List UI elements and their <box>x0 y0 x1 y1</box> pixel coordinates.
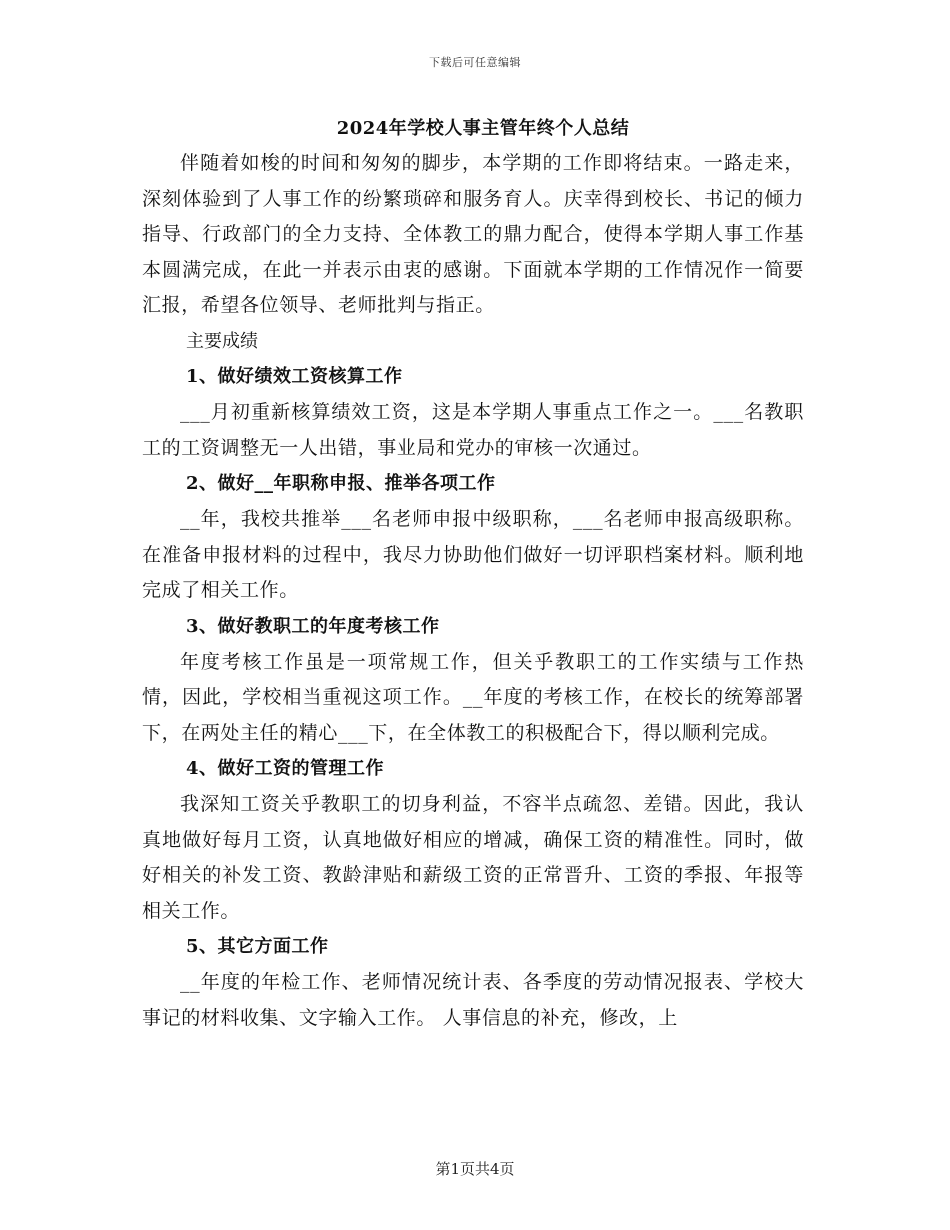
page-footer: 第1页共4页 <box>435 1160 515 1178</box>
section-heading-1: 1、做好绩效工资核算工作 <box>186 366 403 387</box>
page-header: 下载后可任意编辑 <box>429 56 521 69</box>
main-achievements-label: 主要成绩 <box>186 330 258 352</box>
section-heading-5: 5、其它方面工作 <box>186 936 329 957</box>
section-body-3: 年度考核工作虽是一项常规工作，但关乎教职工的工作实绩与工作热情，因此，学校相当重视这项工作。__年度的考核工作，在校长的统筹部署下，在两处主任的精心___下，在全体教工的积极配合下，得以顺利完成。 <box>142 650 804 744</box>
section-body-1: ___月初重新核算绩效工资，这是本学期人事重点工作之一。___名教职工的工资调整无一人出错，事业局和党办的审核一次通过。 <box>142 401 804 459</box>
section-heading-3: 3、做好教职工的年度考核工作 <box>186 615 440 637</box>
document-title: 2024年学校人事主管年终个人总结 <box>336 118 630 139</box>
document-body <box>142 112 804 1036</box>
section-body-4: 我深知工资关乎教职工的切身利益，不容半点疏忽、差错。因此，我认真地做好每月工资，认真地做好相应的增减，确保工资的精准性。同时，做好相关的补发工资、教龄津贴和薪级工资的正常晋升、工资的季报、年报等相关工作。 <box>142 793 804 922</box>
intro-paragraph: 伴随着如梭的时间和匆匆的脚步，本学期的工作即将结束。一路走来，深刻体验到了人事工作的纷繁琐碎和服务育人。庆幸得到校长、书记的倾力指导、行政部门的全力支持、全体教工的鼎力配合，使得本学期人事工作基本圆满完成，在此一并表示由衷的感谢。下面就本学期的工作情况作一简要汇报，希望各位领导、老师批判与指正。 <box>142 152 804 316</box>
section-heading-4: 4、做好工资的管理工作 <box>186 758 385 779</box>
section-body-5: __年度的年检工作、老师情况统计表、各季度的劳动情况报表、学校大事记的材料收集、文字输入工作。 人事信息的补充，修改，上 <box>142 971 804 1029</box>
section-heading-2: 2、做好__年职称申报、推举各项工作 <box>186 473 496 494</box>
section-body-2: __年，我校共推举___名老师申报中级职称，___名老师申报高级职称。在准备申报材料的过程中，我尽力协助他们做好一切评职档案材料。顺利地完成了相关工作。 <box>142 508 804 601</box>
